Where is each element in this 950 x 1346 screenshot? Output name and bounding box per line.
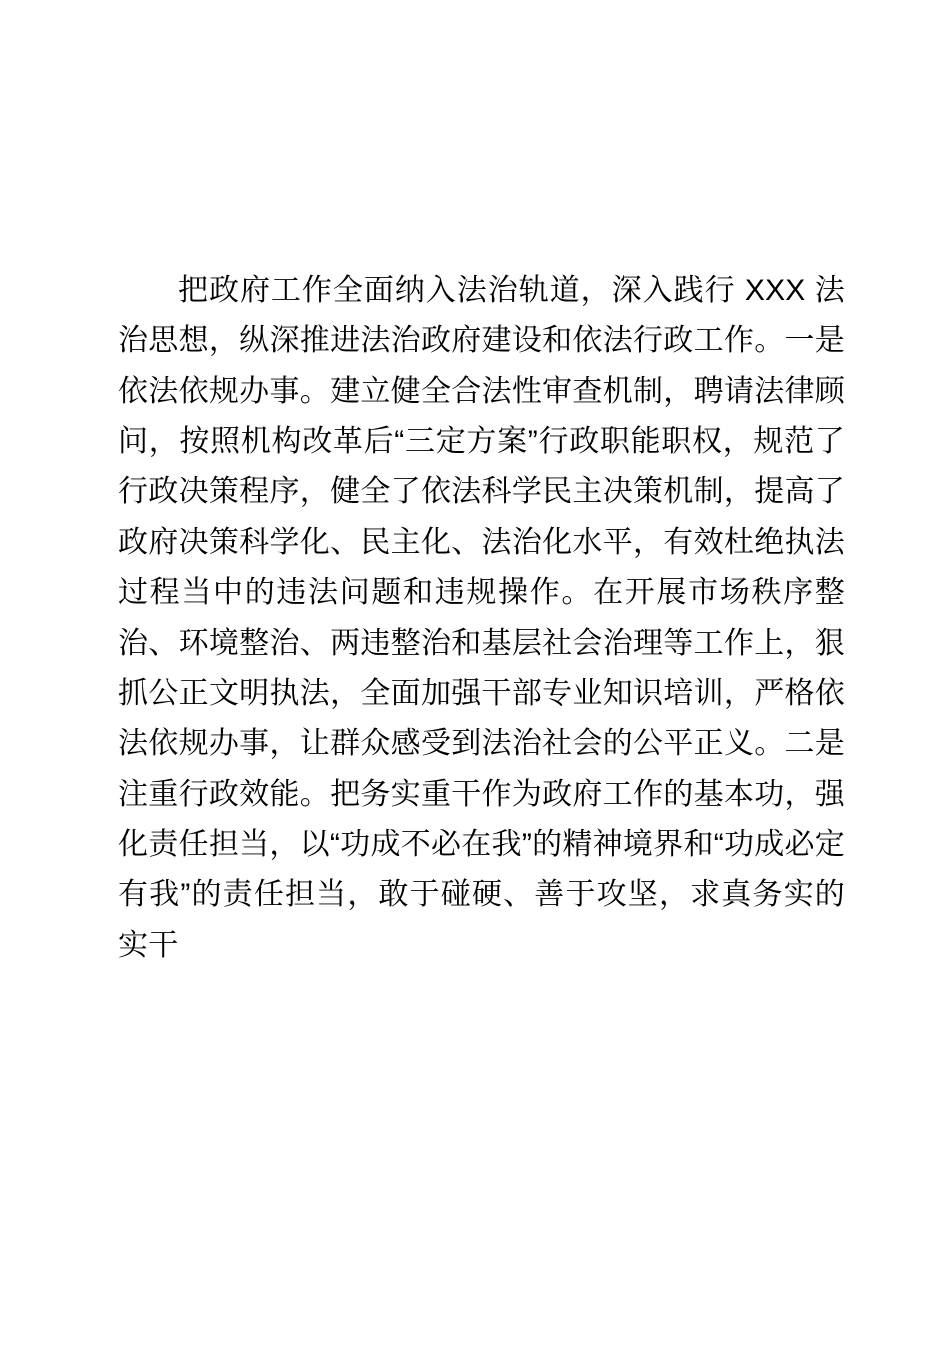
document-body xyxy=(118,165,845,1072)
paragraph: 把政府工作全面纳入法治轨道，深入践行 XXX 法治思想，纵深推进法治政府建设和依法行政工作。一是依法依规办事。建立健全合法性审查机制，聘请法律顾问，按照机构改革后“三定方案”行政职能职权，规范了行政决策程序，健全了依法科学民主决策机制，提高了政府决策科学化、民主化、法治化水平，有效杜绝执法过程当中的违法问题和违规操作。在开展市场秩序整治、环境整治、两违整治和基层社会治理等工作上，狠抓公正文明执法，全面加强干部专业知识培训，严格依法依规办事，让群众感受到法治社会的公平正义。二是注重行政效能。把务实重干作为政府工作的基本功，强化责任担当，以“功成不必在我”的精神境界和“功成必定有我”的责任担当，敢于碰硬、善于攻坚，求真务实的实干 xyxy=(118,273,845,962)
